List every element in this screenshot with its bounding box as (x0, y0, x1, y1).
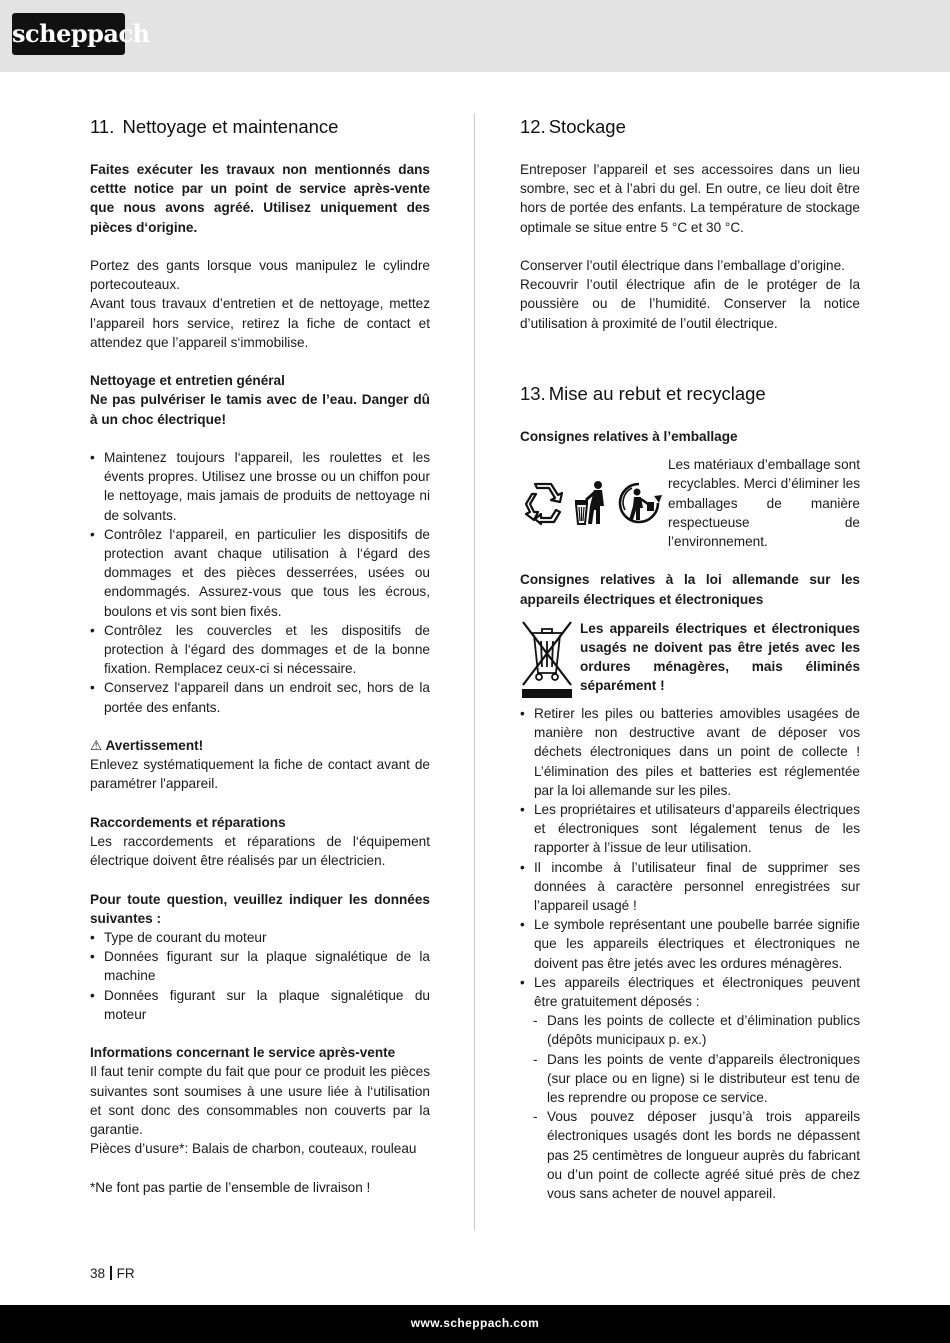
top-header-bar (0, 0, 950, 72)
wear-parts-text: Pièces d’usure*: Balais de charbon, couteaux, rouleau (90, 1141, 417, 1157)
list-item: • Type de courant du moteur (90, 928, 430, 947)
right-column (520, 115, 860, 1203)
recycle-icon (520, 480, 566, 526)
packaging-icons (520, 455, 668, 551)
warning-triangle-icon: ⚠ (90, 738, 103, 754)
list-item: • Maintenez toujours l‘appareil, les roulettes et les évents propres. Utilisez une brosse ou un chiffon pour le nettoyage, mais jamais de produits de nettoyage ni de solvants. (90, 448, 430, 525)
connections-text: Les raccordements et réparations de l‘équipement électrique doivent être réalisés par un électricien. (90, 834, 430, 869)
section-12-number: 12. (520, 116, 546, 137)
page-number-value: 38 (90, 1266, 106, 1281)
section-13-title (520, 382, 860, 406)
storage-paragraph-3: Recouvrir l’outil électrique afin de le protéger de la poussière ou de l’humidité. Conserver la notice d’utilisation à proximité de l’outil électrique. (520, 277, 860, 331)
weee-row (520, 619, 860, 704)
packaging-heading: Consignes relatives à l’emballage (520, 429, 738, 444)
warning-text: Enlevez systématiquement la fiche de contact avant de paramétrer l'appareil. (90, 757, 430, 792)
connections-heading: Raccordements et réparations (90, 814, 286, 830)
list-item: • Conservez l‘appareil dans un endroit sec, hors de la portée des enfants. (90, 678, 430, 716)
question-bullet-list (90, 928, 430, 1024)
list-item: • Les propriétaires et utilisateurs d’appareils électriques et électroniques sont légalement tenus de les rapporter à l’issue de leur utilisation. (520, 800, 860, 858)
warning-title: Avertissement! (105, 738, 204, 754)
sub-list-item: - Vous pouvez déposer jusqu’à trois appareils électroniques usagés dont les bords ne dépassent pas 25 centimètres de longueur auprès du fabricant ou d’un point de collecte agréé situé près de chez vous sans acheter de nouvel appareil. (533, 1107, 860, 1203)
list-item: • Contrôlez l‘appareil, en particulier les dispositifs de protection avant chaque utilisation à l‘égard des dommages et des pièces desserrées, usées ou endommagés. Assurez-vous que tous les écrous, boulons et vis sont bien fixés. (90, 525, 430, 621)
list-item: • Les appareils électriques et électroniques peuvent être gratuitement déposés : (520, 973, 860, 1011)
weee-law-heading: Consignes relatives à la loi allemande sur les appareils électriques et électroniques (520, 572, 860, 607)
recycle-person-icon (616, 480, 662, 526)
question-heading: Pour toute question, veuillez indiquer les données suivantes : (90, 891, 430, 926)
crossed-bin-icon (520, 619, 578, 704)
section-12-title-text: Stockage (548, 116, 626, 137)
section-12-title (520, 115, 860, 139)
gloves-paragraph: Portez des gants lorsque vous manipulez le cylindre portecouteaux. (90, 258, 430, 293)
section-13-title-text: Mise au rebut et recyclage (548, 383, 766, 404)
sub-list-item: - Dans les points de collecte et d’élimination publics (dépôts municipaux p. ex.) (533, 1011, 860, 1049)
maintenance-paragraph: Avant tous travaux d’entretien et de nettoyage, mettez l’appareil hors service, retirez la fiche de contact et attendez que l’appareil s‘immobilise. (90, 296, 430, 350)
footnote: *Ne font pas partie de l’ensemble de livraison ! (90, 1179, 371, 1195)
footer-bar (0, 1305, 950, 1343)
list-item: • Retirer les piles ou batteries amovibles usagées de manière non destructive avant de déposer vos déchets électroniques dans un point de collecte ! L’élimination des piles et batteries est réglementée par la loi allemande sur les piles. (520, 704, 860, 800)
intro-bold-notice: Faites exécuter les travaux non mentionnés dans cettte notice par un point de service après-vente que nous avons agréé. Utilisez uniquement des pièces d‘origine. (90, 162, 430, 235)
left-column (90, 115, 430, 1197)
service-heading: Informations concernant le service après-vente (90, 1045, 396, 1061)
service-text: Il faut tenir compte du fait que pour ce produit les pièces suivantes sont soumises à une usure liée à l‘utilisation et sont donc des consommables non couverts par la garantie. (90, 1064, 430, 1138)
weee-bold-notice: Les appareils électriques et électroniques usagés ne doivent pas être jetés avec les ordures ménagères, mais éliminés séparément ! (580, 620, 860, 694)
list-item: • Il incombe à l’utilisateur final de supprimer ses données à caractère personnel enregistrées sur l’appareil usagé ! (520, 858, 860, 916)
section-11-title (90, 115, 430, 139)
storage-paragraph-2: Conserver l’outil électrique dans l’emballage d’origine. (520, 258, 845, 273)
collection-sub-list (520, 1011, 860, 1203)
scheppach-logo: scheppach (12, 13, 125, 55)
section-11-title-text: Nettoyage et maintenance (122, 116, 339, 137)
list-item: • Données figurant sur la plaque signalétique de la machine (90, 947, 430, 985)
page-number (90, 1266, 135, 1281)
list-item: • Données figurant sur la plaque signalétique du moteur (90, 986, 430, 1024)
section-11-number: 11. (90, 116, 115, 137)
general-cleaning-warning: Ne pas pulvériser le tamis avec de l’eau. Danger dû à un choc électrique! (90, 392, 430, 427)
packaging-text: Les matériaux d’emballage sont recyclables. Merci d’éliminer les emballages de manière respectueuse de l’environnement. (668, 457, 860, 550)
warning-heading (90, 736, 430, 755)
trash-bin-icon (572, 480, 610, 526)
general-cleaning-heading: Nettoyage et entretien général (90, 373, 285, 389)
language-code: FR (116, 1266, 135, 1281)
packaging-row (520, 455, 860, 551)
website-link[interactable]: www.scheppach.com (410, 1316, 540, 1330)
storage-paragraph-1: Entreposer l’appareil et ses accessoires dans un lieu sombre, sec et à l’abri du gel. En outre, ce lieu doit être hors de portée des enfants. La température de stockage optimale se situe entre 5 °C et 30 °C. (520, 162, 860, 235)
weee-bullet-list (520, 704, 860, 1011)
page-separator (110, 1266, 112, 1280)
list-item: • Contrôlez les couvercles et les dispositifs de protection à l‘égard des dommages et de la bonne fixation. Remplacez ceux-ci si nécessaire. (90, 621, 430, 679)
column-divider (474, 113, 475, 1230)
sub-list-item: - Dans les points de vente d’appareils électroniques (sur place ou en ligne) si le distributeur est tenu de les reprendre ou propose ce service. (533, 1050, 860, 1108)
section-13-number: 13. (520, 383, 546, 404)
cleaning-bullet-list (90, 448, 430, 717)
list-item: • Le symbole représentant une poubelle barrée signifie que les appareils électriques et électroniques ne doivent pas être jetés avec les ordures ménagères. (520, 915, 860, 973)
